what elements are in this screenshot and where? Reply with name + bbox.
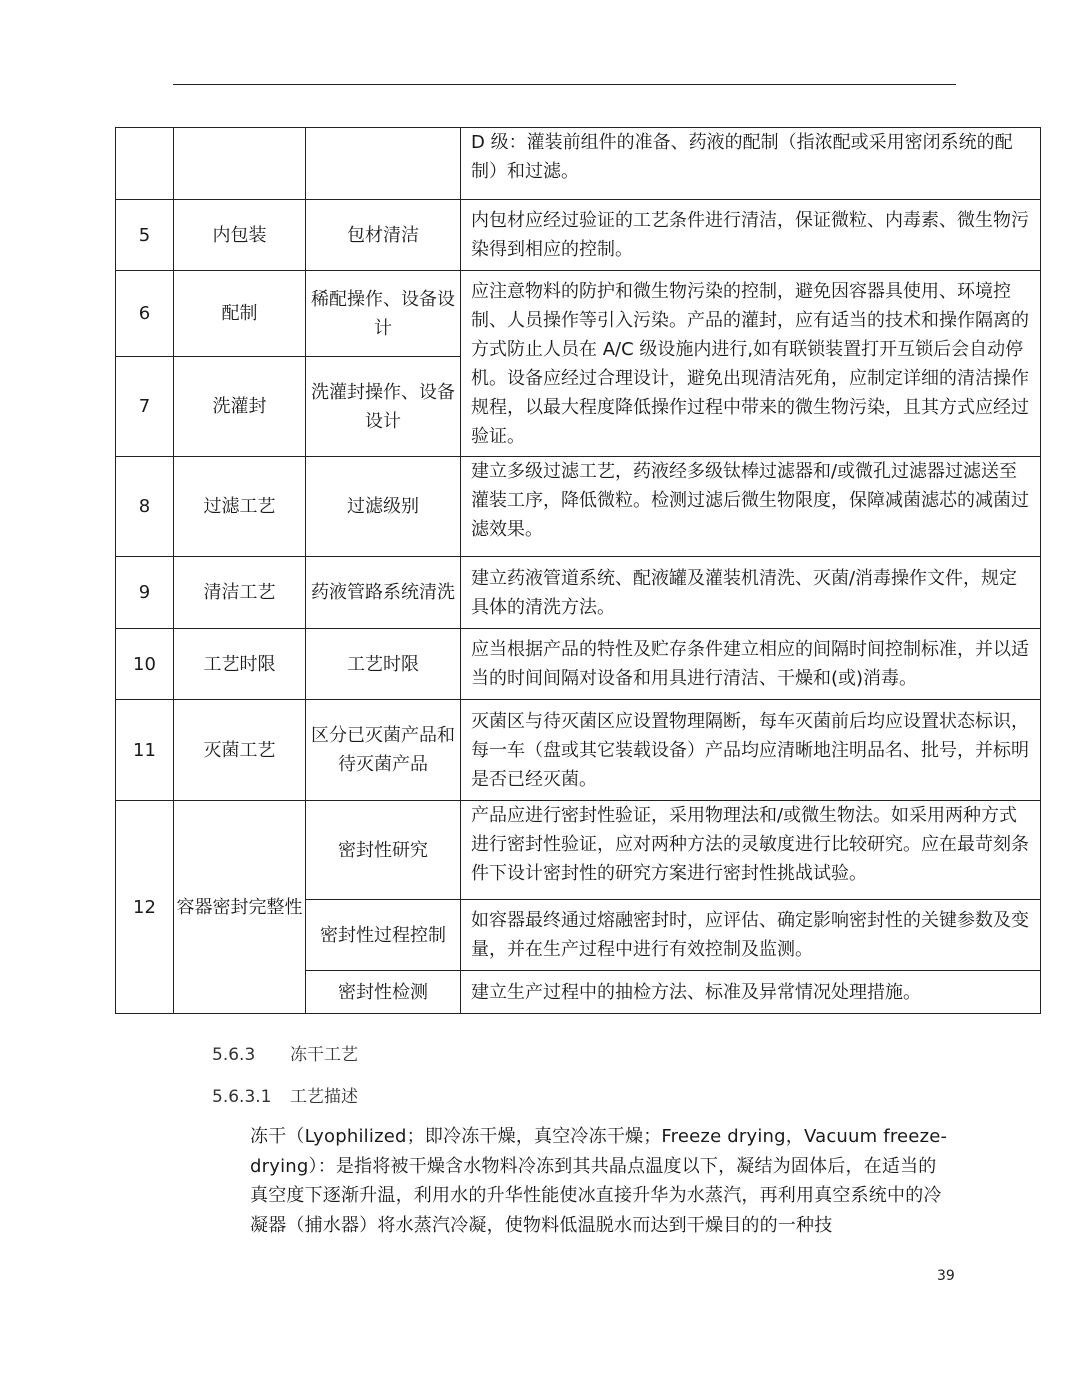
row-number: 9 bbox=[116, 557, 174, 629]
row-item: 洗灌封操作、设备设计 bbox=[306, 357, 461, 457]
row-area: 清洁工艺 bbox=[174, 557, 306, 629]
section-heading bbox=[212, 1040, 358, 1065]
row-area bbox=[174, 128, 306, 200]
row-area: 洗灌封 bbox=[174, 357, 306, 457]
table-row bbox=[116, 700, 1041, 801]
table-row bbox=[116, 200, 1041, 271]
row-number: 5 bbox=[116, 200, 174, 271]
row-area: 工艺时限 bbox=[174, 629, 306, 700]
table-row bbox=[116, 128, 1041, 200]
row-area: 内包装 bbox=[174, 200, 306, 271]
row-requirement: 如容器最终通过熔融密封时，应评估、确定影响密封性的关键参数及变量，并在生产过程中进行有效控制及监测。 bbox=[461, 900, 1041, 971]
row-item: 稀配操作、设备设计 bbox=[306, 271, 461, 357]
row-item: 密封性研究 bbox=[306, 801, 461, 900]
row-area: 容器密封完整性 bbox=[174, 801, 306, 1014]
row-requirement: 建立生产过程中的抽检方法、标准及异常情况处理措施。 bbox=[461, 971, 1041, 1014]
page-number: 39 bbox=[937, 1268, 955, 1284]
row-number: 11 bbox=[116, 700, 174, 801]
row-number: 7 bbox=[116, 357, 174, 457]
row-number: 10 bbox=[116, 629, 174, 700]
header-rule bbox=[173, 84, 956, 85]
row-requirement: D 级：灌装前组件的准备、药液的配制（指浓配或采用密闭系统的配制）和过滤。 bbox=[461, 128, 1041, 200]
row-number: 8 bbox=[116, 457, 174, 557]
body-paragraph: 冻干（Lyophilized；即冷冻干燥，真空冷冻干燥；Freeze drying，Vacuum freeze-drying）：是指将被干燥含水物料冷冻到其共晶点温度以下，凝结为固体后，在适当的真空度下逐渐升温，利用水的升华性能使冰直接升华为水蒸汽，再利用真空系统中的冷凝器（捕水器）将水蒸汽冷凝，使物料低温脱水而达到干燥目的的一种技 bbox=[250, 1126, 948, 1236]
row-requirement: 建立多级过滤工艺，药液经多级钛棒过滤器和/或微孔过滤器过滤送至灌装工序，降低微粒。检测过滤后微生物限度，保障减菌滤芯的减菌过滤效果。 bbox=[461, 457, 1041, 557]
process-control-table bbox=[115, 127, 1041, 1014]
row-item: 药液管路系统清洗 bbox=[306, 557, 461, 629]
row-item: 过滤级别 bbox=[306, 457, 461, 557]
subsection-heading bbox=[212, 1082, 358, 1107]
row-area: 配制 bbox=[174, 271, 306, 357]
row-requirement: 建立药液管道系统、配液罐及灌装机清洗、灭菌/消毒操作文件，规定具体的清洗方法。 bbox=[461, 557, 1041, 629]
section-number: 5.6.3 bbox=[212, 1045, 256, 1065]
row-requirement-merged: 应注意物料的防护和微生物污染的控制，避免因容器具使用、环境控制、人员操作等引入污染。产品的灌封，应有适当的技术和操作隔离的方式防止人员在 A/C 级设施内进行,如有联锁装置打开互锁后会自动停机。设备应经过合理设计，避免出现清洁死角，应制定详细的清洁操作规程，以最大程度降低操作过程中带来的微生物污染，且其方式应经过验证。 bbox=[461, 271, 1041, 457]
row-item: 区分已灭菌产品和待灭菌产品 bbox=[306, 700, 461, 801]
subsection-number: 5.6.3.1 bbox=[212, 1087, 272, 1107]
table-row bbox=[116, 629, 1041, 700]
row-number: 12 bbox=[116, 801, 174, 1014]
row-item: 密封性过程控制 bbox=[306, 900, 461, 971]
section-title: 冻干工艺 bbox=[290, 1045, 358, 1065]
table-row bbox=[116, 557, 1041, 629]
row-number: 6 bbox=[116, 271, 174, 357]
table-row bbox=[116, 271, 1041, 357]
row-requirement: 产品应进行密封性验证，采用物理法和/或微生物法。如采用两种方式进行密封性验证，应对两种方法的灵敏度进行比较研究。应在最苛刻条件下设计密封性的研究方案进行密封性挑战试验。 bbox=[461, 801, 1041, 900]
row-item: 密封性检测 bbox=[306, 971, 461, 1014]
row-requirement: 应当根据产品的特性及贮存条件建立相应的间隔时间控制标准，并以适当的时间间隔对设备和用具进行清洁、干燥和(或)消毒。 bbox=[461, 629, 1041, 700]
row-requirement: 灭菌区与待灭菌区应设置物理隔断，每车灭菌前后均应设置状态标识，每一车（盘或其它装载设备）产品均应清晰地注明品名、批号，并标明是否已经灭菌。 bbox=[461, 700, 1041, 801]
row-area: 灭菌工艺 bbox=[174, 700, 306, 801]
row-item: 工艺时限 bbox=[306, 629, 461, 700]
row-area: 过滤工艺 bbox=[174, 457, 306, 557]
row-item: 包材清洁 bbox=[306, 200, 461, 271]
table-row bbox=[116, 801, 1041, 900]
row-item bbox=[306, 128, 461, 200]
row-requirement: 内包材应经过验证的工艺条件进行清洁，保证微粒、内毒素、微生物污染得到相应的控制。 bbox=[461, 200, 1041, 271]
subsection-title: 工艺描述 bbox=[290, 1087, 358, 1107]
table-row bbox=[116, 457, 1041, 557]
row-number bbox=[116, 128, 174, 200]
